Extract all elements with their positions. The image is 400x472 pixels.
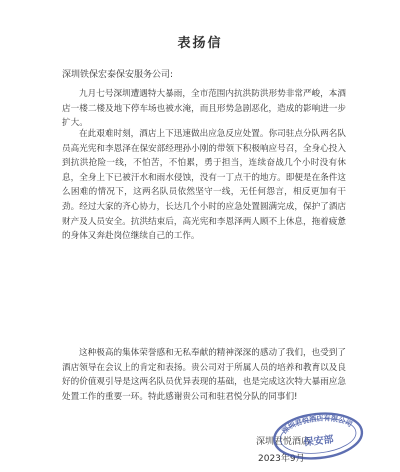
letter-title: 表扬信 [177, 36, 223, 51]
letter-salutation: 深圳铁保宏泰保安服务公司: [62, 70, 174, 80]
letter-paragraph-1: 九月七号深圳遭遇特大暴雨，全市范围内抗洪防洪形势非常严峻，本酒店一楼二楼及地下停车场也被水淹，而且形势急剧恶化，造成的影响进一步扩大。 [62, 89, 346, 129]
stamp-arc-text [279, 410, 355, 436]
stamp-department: 保安部 [303, 434, 335, 449]
signature-organization: 深圳君悦酒店 [256, 437, 311, 447]
stamp-arc-path: 深圳君悦酒店有限公司 [280, 414, 354, 436]
signature-date: 2023年9月 [258, 454, 305, 464]
letter-paragraph-2: 在此艰难时刻，酒店上下迅速做出应急反应处置。你司驻点分队两名队员高光宪和李恩泽在保安部经理孙小刚的带领下积极响应号召，全身心投入到抗洪抢险一线，不怕苦，不怕累，勇于担当，连续奋战几个小时没有休息，全身上下已被汗水和雨水侵蚀，没有一丁点干的地方。即便是在条件这么困难的情况下，这两名队员依然坚守一线，无任何怨言，相反更加有干劲。经过大家的齐心协力，长达几个小时的应急处置圆满完成，保护了酒店财产及人员安全。抗洪结束后，高光宪和李恩泽两人顾不上休息，拖着疲惫的身体又奔赴岗位继续自己的工作。 [62, 129, 346, 242]
letter-paragraph-3: 这种极高的集体荣誉感和无私奉献的精神深深的感动了我们，也受到了酒店领导在会议上的肯定和表扬。贵公司对于所属人员的培养和教育以及良好的价值观引导是这两名队员优异表现的基础，也是完成这次特大暴雨应急处置工作的重要一环。特此感谢贵公司和驻君悦分队的同事们! [62, 348, 346, 402]
